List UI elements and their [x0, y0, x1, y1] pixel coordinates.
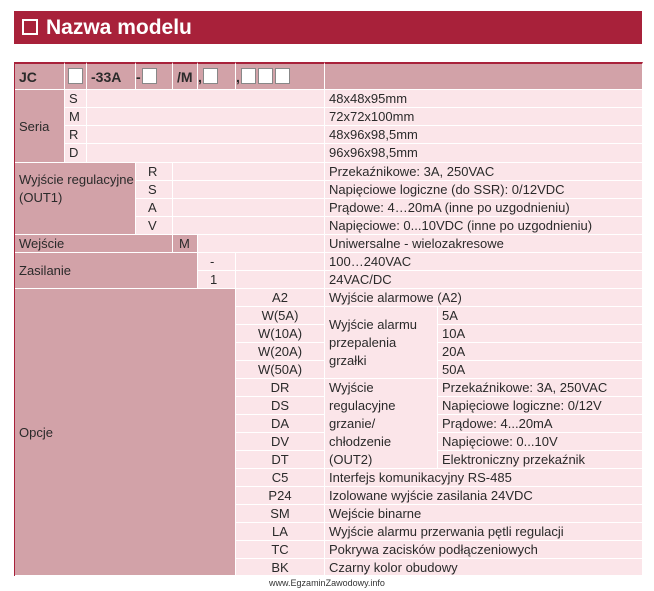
zasilanie-desc: 24VAC/DC — [325, 271, 643, 289]
opcje-code: DT — [236, 451, 325, 469]
header-series-slot — [65, 62, 87, 90]
seria-code: M — [65, 108, 87, 126]
opcje-code: BK — [236, 559, 325, 576]
checkbox-square-icon — [22, 19, 38, 35]
opcje-desc: Wyjście alarmowe (A2) — [325, 289, 643, 307]
zasilanie-label: Zasilanie — [15, 253, 198, 289]
opcje-code: DS — [236, 397, 325, 415]
blank-cell — [236, 271, 325, 289]
seria-desc: 48x48x95mm — [325, 90, 643, 108]
seria-code: R — [65, 126, 87, 144]
section-title — [14, 11, 642, 44]
opcje-code: DR — [236, 379, 325, 397]
wejscie-desc: Uniwersalne - wielozakresowe — [325, 235, 643, 253]
opcje-code: P24 — [236, 487, 325, 505]
wyjscie-desc: Prądowe: 4…20mA (inne po uzgodnieniu) — [325, 199, 643, 217]
opcje-code: C5 — [236, 469, 325, 487]
blank-cell — [173, 199, 325, 217]
zasilanie-code: - — [198, 253, 236, 271]
wyjscie-code: V — [136, 217, 173, 235]
opcje-label: Opcje — [15, 289, 236, 576]
out2-value: Prądowe: 4...20mA — [438, 415, 643, 433]
opcje-code: W(5A) — [236, 307, 325, 325]
seria-desc: 48x96x98,5mm — [325, 126, 643, 144]
watermark-footer: www.EgzaminZawodowy.info — [269, 578, 385, 588]
blank-cell — [87, 108, 325, 126]
blank-cell — [198, 235, 325, 253]
out2-value: Elektroniczny przekaźnik — [438, 451, 643, 469]
zasilanie-desc: 100…240VAC — [325, 253, 643, 271]
header-options-slot: , — [236, 62, 325, 90]
seria-desc: 96x96x98,5mm — [325, 144, 643, 163]
out2-value: Napięciowe logiczne: 0/12V — [438, 397, 643, 415]
opcje-desc: Izolowane wyjście zasilania 24VDC — [325, 487, 643, 505]
opcje-code: W(20A) — [236, 343, 325, 361]
blank-cell — [87, 144, 325, 163]
heater-value: 10A — [438, 325, 643, 343]
opcje-code: W(10A) — [236, 325, 325, 343]
blank-cell — [87, 90, 325, 108]
zasilanie-code: 1 — [198, 271, 236, 289]
header-prefix: JC — [15, 62, 65, 90]
opcje-desc: Czarny kolor obudowy — [325, 559, 643, 576]
heater-value: 50A — [438, 361, 643, 379]
heater-value: 5A — [438, 307, 643, 325]
opcje-code: A2 — [236, 289, 325, 307]
seria-label: Seria — [15, 90, 65, 163]
blank-cell — [173, 181, 325, 199]
wyjscie-desc: Napięciowe: 0...10VDC (inne po uzgodnieniu) — [325, 217, 643, 235]
header-desc — [325, 62, 643, 90]
wyjscie-label: Wyjście regulacyjne (OUT1) — [15, 163, 136, 235]
opcje-desc: Wyjście alarmu przerwania pętli regulacji — [325, 523, 643, 541]
seria-code: D — [65, 144, 87, 163]
blank-cell — [173, 217, 325, 235]
wyjscie-desc: Przekaźnikowe: 3A, 250VAC — [325, 163, 643, 181]
opcje-code: TC — [236, 541, 325, 559]
out2-label: Wyjście regulacyjne grzanie/ chłodzenie (OUT2) — [325, 379, 438, 469]
opcje-code: DV — [236, 433, 325, 451]
opcje-desc: Interfejs komunikacyjny RS-485 — [325, 469, 643, 487]
opcje-desc: Wejście binarne — [325, 505, 643, 523]
wejscie-label: Wejście — [15, 235, 173, 253]
blank-cell — [236, 253, 325, 271]
opcje-code: DA — [236, 415, 325, 433]
blank-cell — [173, 163, 325, 181]
wyjscie-code: S — [136, 181, 173, 199]
wyjscie-code: R — [136, 163, 173, 181]
seria-desc: 72x72x100mm — [325, 108, 643, 126]
heater-value: 20A — [438, 343, 643, 361]
wyjscie-desc: Napięciowe logiczne (do SSR): 0/12VDC — [325, 181, 643, 199]
blank-cell — [87, 126, 325, 144]
header-supply-slot: , — [198, 62, 236, 90]
out2-value: Napięciowe: 0...10V — [438, 433, 643, 451]
out2-value: Przekaźnikowe: 3A, 250VAC — [438, 379, 643, 397]
seria-code: S — [65, 90, 87, 108]
heater-label: Wyjście alarmu przepalenia grzałki — [325, 307, 438, 379]
opcje-desc: Pokrywa zacisków podłączeniowych — [325, 541, 643, 559]
wejscie-code: M — [173, 235, 198, 253]
model-code-table — [14, 62, 642, 576]
section-title-text: Nazwa modelu — [46, 16, 192, 39]
opcje-code: LA — [236, 523, 325, 541]
header-code: -33A — [87, 62, 136, 90]
wyjscie-code: A — [136, 199, 173, 217]
header-output-slot: - — [136, 62, 173, 90]
opcje-code: SM — [236, 505, 325, 523]
opcje-code: W(50A) — [236, 361, 325, 379]
header-input: /M — [173, 62, 198, 90]
